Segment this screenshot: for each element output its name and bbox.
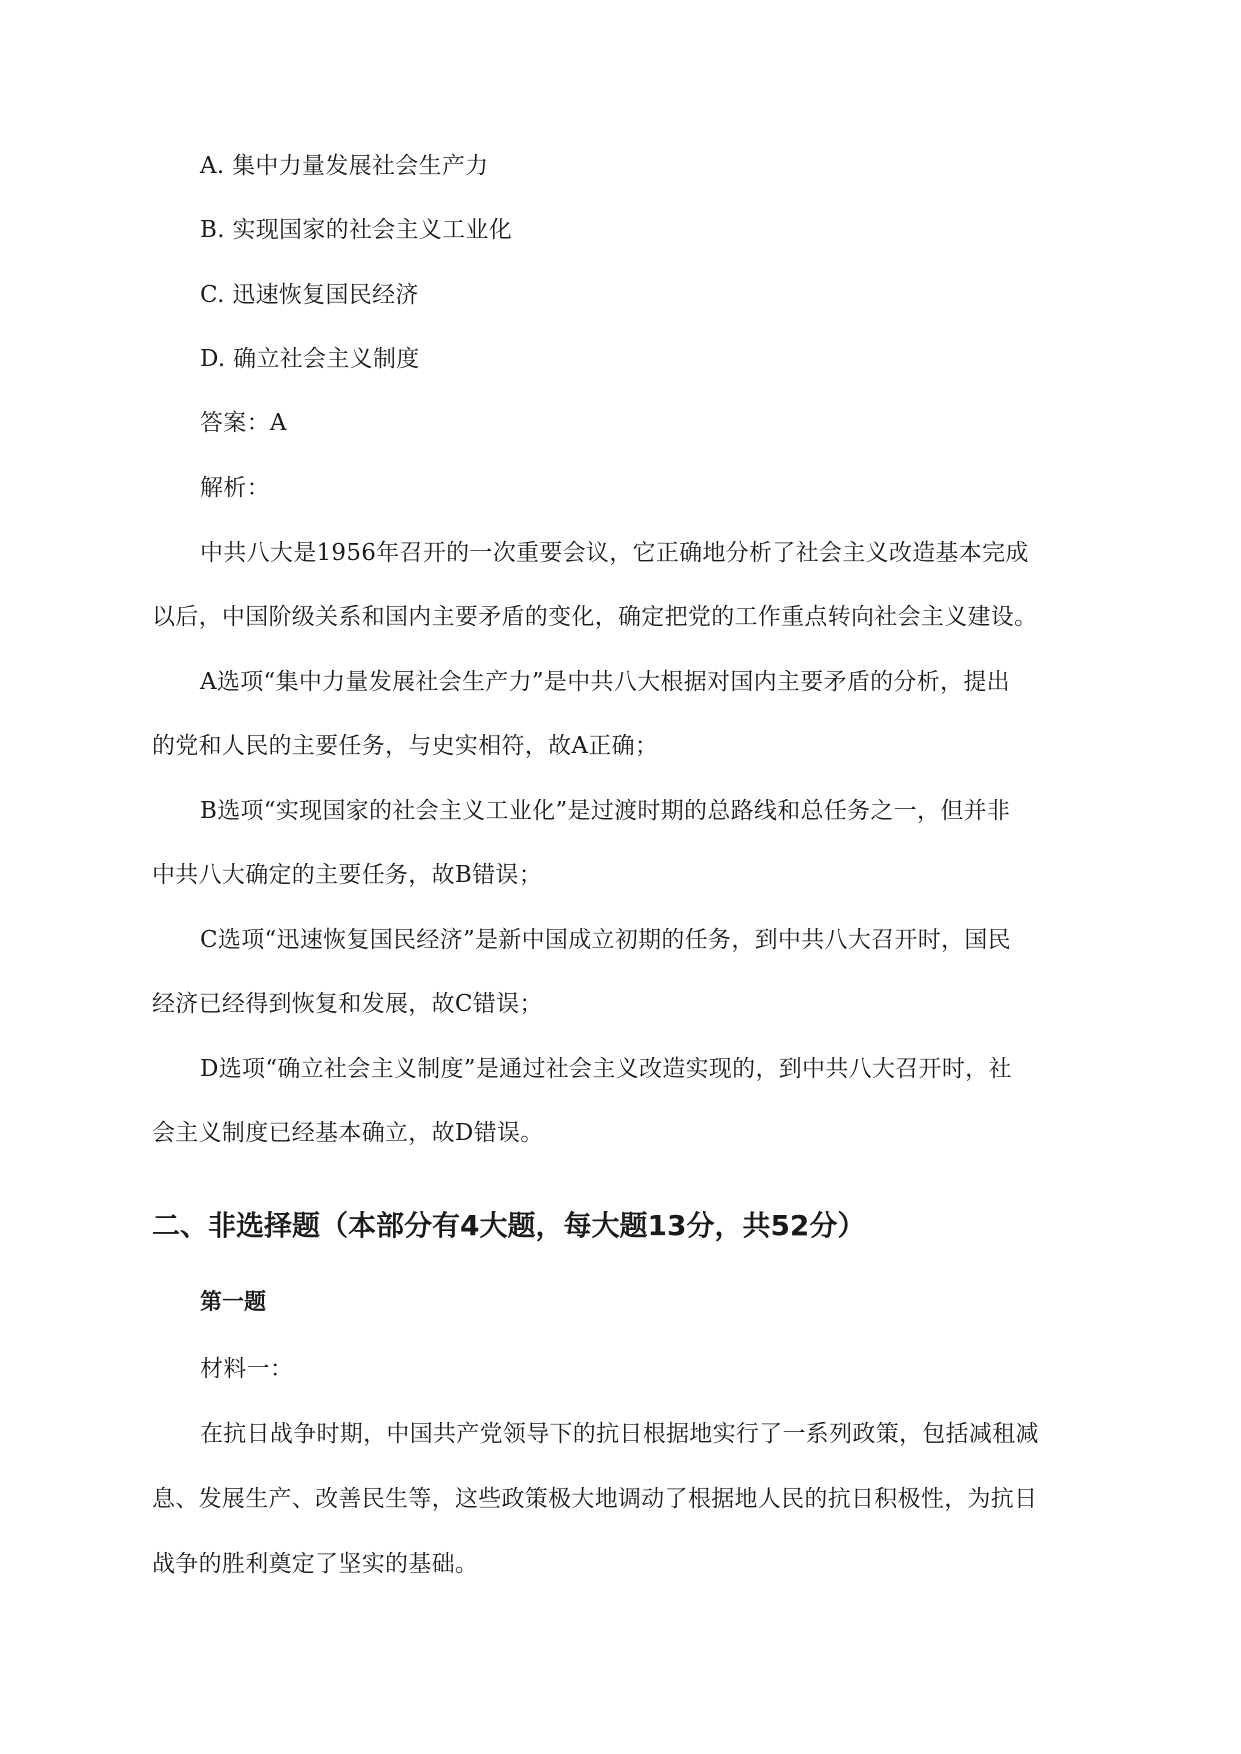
section-heading: 二、非选择题（本部分有4大题，每大题13分，共52分） bbox=[152, 1209, 866, 1242]
option-a: A. 集中力量发展社会生产力 bbox=[200, 153, 489, 179]
question-title: 第一题 bbox=[200, 1290, 267, 1315]
analysis-line: 经济已经得到恢复和发展，故C错误； bbox=[152, 991, 543, 1017]
option-b: B. 实现国家的社会主义工业化 bbox=[200, 217, 513, 243]
analysis-line: 以后，中国阶级关系和国内主要矛盾的变化，确定把党的工作重点转向社会主义建设。 bbox=[152, 604, 1038, 630]
analysis-line: D选项“确立社会主义制度”是通过社会主义改造实现的，到中共八大召开时，社 bbox=[200, 1056, 1012, 1082]
analysis-line: C选项“迅速恢复国民经济”是新中国成立初期的任务，到中共八大召开时，国民 bbox=[200, 927, 1011, 953]
analysis-line: A选项“集中力量发展社会生产力”是中共八大根据对国内主要矛盾的分析，提出 bbox=[200, 669, 1010, 695]
material-line: 在抗日战争时期，中国共产党领导下的抗日根据地实行了一系列政策，包括减租减 bbox=[200, 1421, 1039, 1447]
option-d: D. 确立社会主义制度 bbox=[200, 346, 420, 372]
analysis-line: B选项“实现国家的社会主义工业化”是过渡时期的总路线和总任务之一，但并非 bbox=[200, 798, 1011, 824]
option-c: C. 迅速恢复国民经济 bbox=[200, 282, 419, 308]
material-line: 战争的胜利奠定了坚实的基础。 bbox=[152, 1551, 479, 1577]
answer: 答案：A bbox=[200, 410, 287, 436]
analysis-line: 中共八大是1956年召开的一次重要会议，它正确地分析了社会主义改造基本完成 bbox=[200, 540, 1029, 566]
material-label: 材料一： bbox=[200, 1356, 294, 1382]
analysis-line: 中共八大确定的主要任务，故B错误； bbox=[152, 862, 543, 888]
analysis-label: 解析： bbox=[200, 475, 270, 501]
analysis-line: 的党和人民的主要任务，与史实相符，故A正确； bbox=[152, 733, 659, 759]
analysis-line: 会主义制度已经基本确立，故D错误。 bbox=[152, 1120, 544, 1146]
material-line: 息、发展生产、改善民生等，这些政策极大地调动了根据地人民的抗日积极性，为抗日 bbox=[152, 1486, 1038, 1512]
